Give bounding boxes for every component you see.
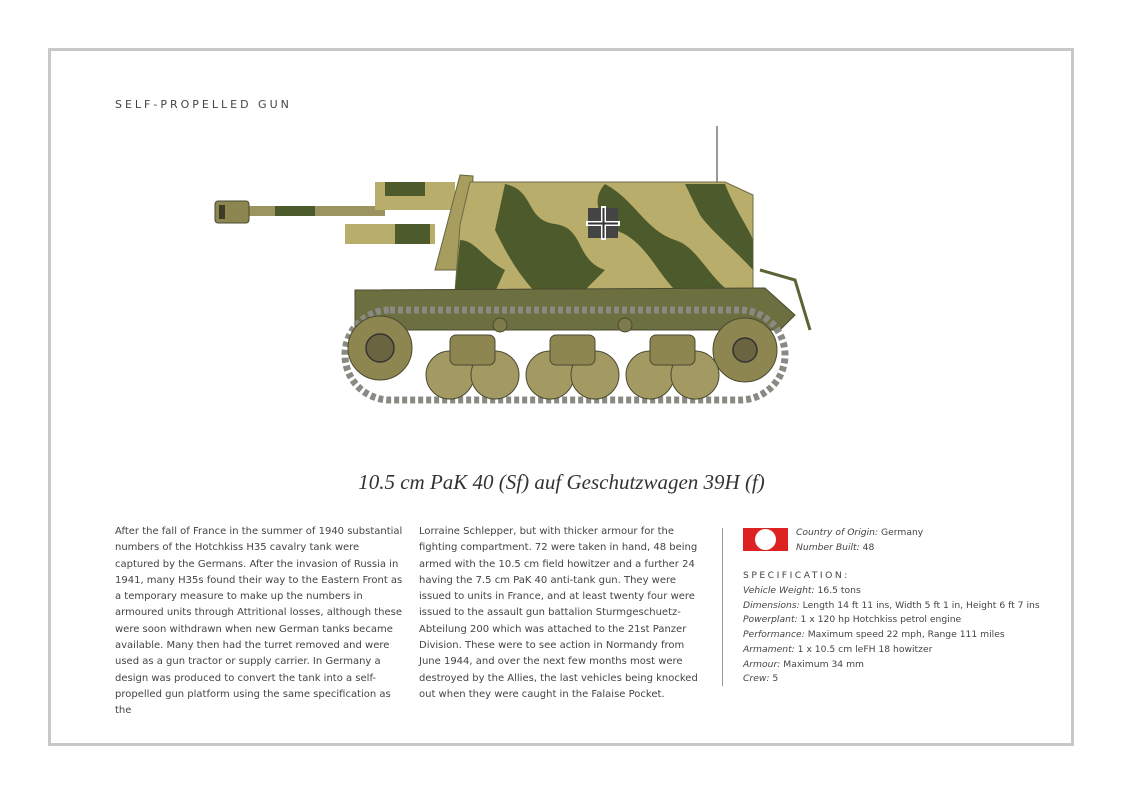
- spec-row: [743, 672, 1063, 687]
- spec-label: Vehicle Weight:: [743, 585, 815, 596]
- balkenkreuz-icon: [586, 206, 620, 240]
- spec-value: 5: [769, 673, 779, 685]
- spec-label: Armament:: [743, 643, 795, 655]
- spec-row: [743, 584, 1063, 599]
- specification-list: [743, 584, 1063, 687]
- origin-info: [796, 525, 923, 555]
- spec-row: [743, 613, 1063, 628]
- specification-heading: SPECIFICATION:: [743, 570, 850, 581]
- spec-label: Powerplant:: [743, 614, 798, 626]
- column-divider: [722, 528, 723, 686]
- spec-row: [743, 658, 1063, 673]
- spec-value: Length 14 ft 11 ins, Width 5 ft 1 in, Height 6 ft 7 ins: [799, 599, 1040, 611]
- vehicle-title: 10.5 cm PaK 40 (Sf) auf Geschutzwagen 39H (f): [358, 470, 765, 494]
- spec-value: Maximum 34 mm: [780, 658, 864, 670]
- built-value: 48: [859, 542, 875, 553]
- spec-label: Performance:: [743, 629, 805, 641]
- spec-row: [743, 643, 1063, 658]
- spec-row: [743, 628, 1063, 643]
- flag-disc: [755, 529, 776, 550]
- origin-value: Germany: [878, 527, 924, 538]
- national-flag-icon: [743, 528, 788, 551]
- description-column-2: Lorraine Schlepper, but with thicker armour for the fighting compartment. 72 were taken in hand, 48 being armed with the 10.5 cm field howitzer and a further 24 having the 7.5 cm PaK 40 anti-tank gun. They were issued to units in France, and at least twenty four were issued to the assault gun battalion Sturmgeschuetz-Abteilung 200 which was attached to the 21st Panzer Division. These were to see action in Normandy from June 1944, and over the next few months most were destroyed by the Allies, the last vehicles being knocked out when they were caught in the Falaise Pocket.: [419, 526, 698, 700]
- spec-value: 1 x 10.5 cm leFH 18 howitzer: [794, 643, 933, 655]
- spec-value: Maximum speed 22 mph, Range 111 miles: [804, 629, 1005, 641]
- spec-value: 1 x 120 hp Hotchkiss petrol engine: [797, 614, 962, 626]
- built-label: Number Built:: [796, 542, 860, 553]
- origin-label: Country of Origin:: [796, 527, 879, 538]
- spec-row: [743, 599, 1063, 614]
- spec-value: 16.5 tons: [814, 585, 861, 596]
- description-column-1: After the fall of France in the summer of 1940 substantial numbers of the Hotchkiss H35 cavalry tank were captured by the Germans. After the invasion of Russia in 1941, many H35s found their way to the Eastern Front as a temporary measure to make up the numbers in armoured units through Attritional losses, although these were soon withdrawn when new German tanks became available. Many then had the turret removed and were used as a gun tractor or supply carrier. In Germany a design was produced to convert the tank into a self-propelled gun platform using the same specification as the: [115, 526, 403, 717]
- spec-label: Dimensions:: [743, 599, 800, 611]
- spec-label: Armour:: [743, 658, 781, 670]
- vehicle-illustration: [205, 120, 825, 410]
- category-label: SELF-PROPELLED GUN: [115, 98, 292, 111]
- spec-label: Crew:: [743, 673, 770, 685]
